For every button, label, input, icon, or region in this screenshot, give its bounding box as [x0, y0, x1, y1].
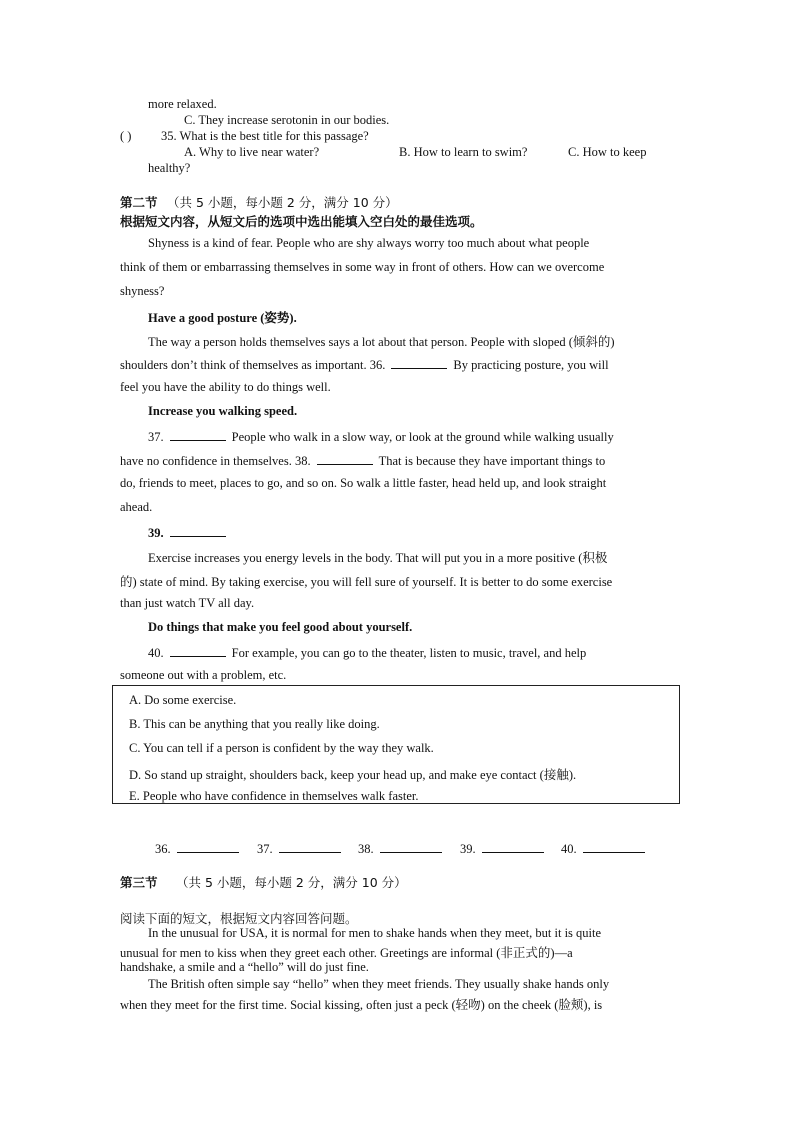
- answer-38-blank[interactable]: [380, 840, 442, 853]
- q35-option-b: B. How to learn to swim?: [399, 145, 528, 159]
- section2-title: 第二节: [120, 195, 158, 210]
- passage-p1-line1: Shyness is a kind of fear. People who are shy always worry too much about what people: [148, 236, 590, 250]
- passage2-p2-line2: when they meet for the first time. Social kissing, often just a peck (轻吻) on the cheek (脸颊), is: [120, 998, 603, 1012]
- blank-39: [170, 524, 226, 537]
- blank-40: [170, 644, 226, 657]
- passage2-p1-line2: unusual for men to kiss when they greet each other. Greetings are informal (非正式的)—a: [120, 946, 573, 960]
- q35-option-c-continuation: healthy?: [148, 161, 191, 175]
- answer-40-label: 40.: [561, 842, 577, 856]
- passage-p3-line3: do, friends to meet, places to go, and so on. So walk a little faster, head held up, and look straight: [120, 476, 607, 490]
- passage-p3-line2-text: have no confidence in themselves. 38.: [120, 454, 311, 468]
- passage2-p2-line1: The British often simple say “hello” when they meet friends. They usually shake hands only: [148, 977, 610, 991]
- passage-p2-line1: The way a person holds themselves says a lot about that person. People with sloped (倾斜的): [148, 335, 615, 349]
- passage-p4-line2: 的) state of mind. By taking exercise, you will fell sure of yourself. It is better to do some exercise: [120, 575, 613, 589]
- answer-37: [257, 840, 347, 857]
- passage-p3-line2: [120, 452, 676, 469]
- q37-number: 37.: [148, 430, 164, 444]
- answer-38: [358, 840, 448, 857]
- passage-heading-39: [148, 524, 704, 541]
- passage-p2-line2: [120, 356, 676, 373]
- answer-39-blank[interactable]: [482, 840, 544, 853]
- option-a: A. Do some exercise.: [129, 693, 237, 707]
- passage-heading-posture: Have a good posture (姿势).: [148, 311, 297, 325]
- answer-36-label: 36.: [155, 842, 171, 856]
- option-e: E. People who have confidence in themselves walk faster.: [129, 789, 419, 803]
- q34-continuation: more relaxed.: [148, 97, 217, 111]
- passage-p2-line2-text: shoulders don’t think of themselves as important. 36.: [120, 358, 386, 372]
- passage-p5-line1-text: For example, you can go to the theater, listen to music, travel, and help: [231, 646, 587, 660]
- answer-36-blank[interactable]: [177, 840, 239, 853]
- section3-scoring: （共 5 小题，每小题 2 分，满分 10 分）: [176, 875, 407, 890]
- section2-scoring: （共 5 小题，每小题 2 分，满分 10 分）: [167, 195, 398, 210]
- passage-p3-line4: ahead.: [120, 500, 153, 514]
- answer-38-label: 38.: [358, 842, 374, 856]
- answer-37-blank[interactable]: [279, 840, 341, 853]
- passage-p3-line2-text-after: That is because they have important things to: [378, 454, 606, 468]
- section3-title: 第三节: [120, 875, 158, 890]
- passage-p3-line1: [148, 428, 704, 445]
- passage-heading-feel-good: Do things that make you feel good about yourself.: [148, 620, 413, 634]
- answer-40: [561, 840, 651, 857]
- option-c: C. You can tell if a person is confident by the way they walk.: [129, 741, 434, 755]
- q40-number: 40.: [148, 646, 164, 660]
- section2-instruction: 根据短文内容，从短文后的选项中选出能填入空白处的最佳选项。: [120, 214, 483, 229]
- passage-p1-line2: think of them or embarrassing themselves in some way in front of others. How can we overcome: [120, 260, 605, 274]
- section3-instruction: 阅读下面的短文，根据短文内容回答问题。: [120, 911, 358, 926]
- blank-37: [170, 428, 226, 441]
- passage-p4-line1: Exercise increases you energy levels in the body. That will put you in a more positive (积极: [148, 551, 608, 565]
- option-d: D. So stand up straight, shoulders back, keep your head up, and make eye contact (接触).: [129, 768, 577, 782]
- q35-option-c: C. How to keep: [568, 145, 647, 159]
- passage-p4-line3: than just watch TV all day.: [120, 596, 255, 610]
- answer-39-label: 39.: [460, 842, 476, 856]
- passage2-p1-line1: In the unusual for USA, it is normal for men to shake hands when they meet, but it is quite: [148, 926, 602, 940]
- blank-36: [391, 356, 447, 369]
- passage-heading-walking: Increase you walking speed.: [148, 404, 298, 418]
- answer-40-blank[interactable]: [583, 840, 645, 853]
- q34-option-c: C. They increase serotonin in our bodies.: [184, 113, 390, 127]
- q35-option-a: A. Why to live near water?: [184, 145, 320, 159]
- passage-p5-line2: someone out with a problem, etc.: [120, 668, 287, 682]
- option-b: B. This can be anything that you really like doing.: [129, 717, 380, 731]
- options-box: [112, 685, 680, 804]
- passage-p5-line1: [148, 644, 704, 661]
- q39-number: 39.: [148, 526, 164, 540]
- q35-answer-paren: ( ): [120, 129, 132, 143]
- answer-37-label: 37.: [257, 842, 273, 856]
- passage-p2-line3: feel you have the ability to do things well.: [120, 380, 331, 394]
- answer-36: [155, 840, 245, 857]
- answer-39: [460, 840, 550, 857]
- passage-p3-line1-text: People who walk in a slow way, or look at the ground while walking usually: [231, 430, 614, 444]
- passage-p2-line2-text-after: By practicing posture, you will: [453, 358, 609, 372]
- blank-38: [317, 452, 373, 465]
- q35-stem: 35. What is the best title for this passage?: [161, 129, 369, 143]
- passage-p1-line3: shyness?: [120, 284, 165, 298]
- passage2-p1-line3: handshake, a smile and a “hello” will do just fine.: [120, 960, 369, 974]
